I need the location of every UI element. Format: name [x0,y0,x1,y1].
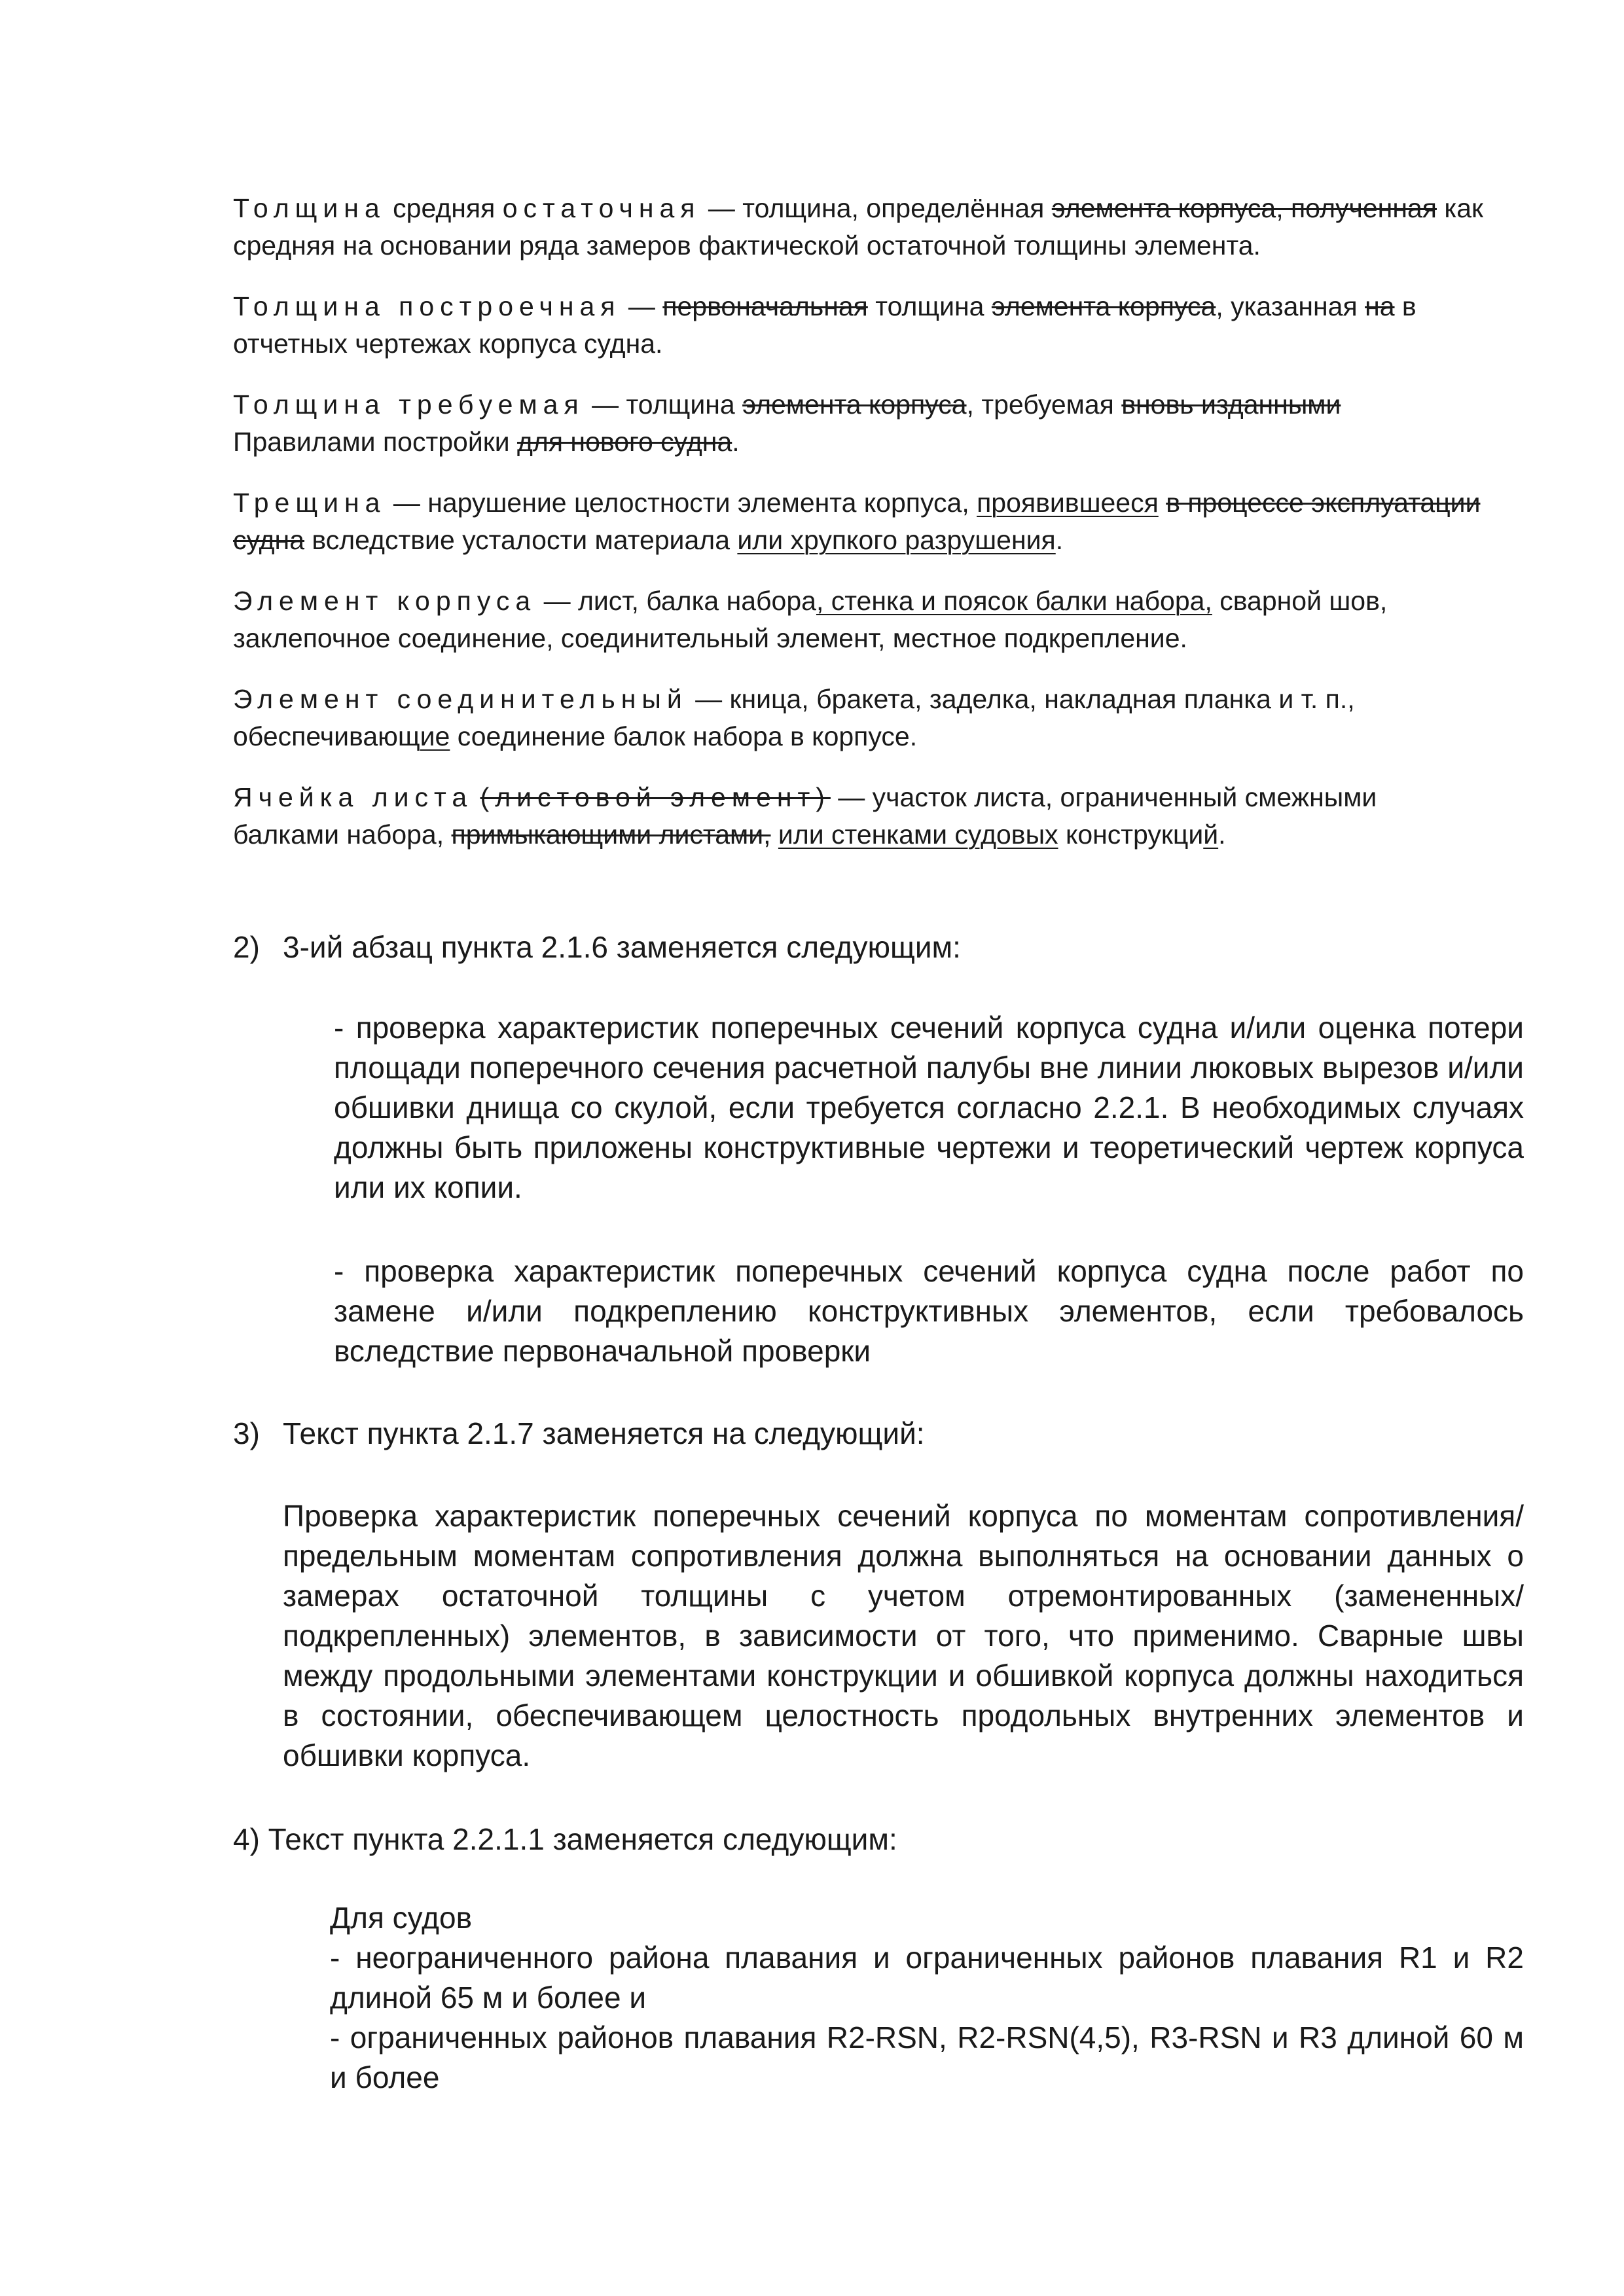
item2-heading [233,927,961,967]
definition-term-word: средняя [393,193,496,223]
text-segment: сварной шов, заклепочное соединение, соединительный элемент, местное подкрепление. [233,586,1388,653]
item2-paragraph-2 [334,1251,1524,1371]
definition-text [233,488,1480,555]
text-segment [473,782,480,812]
deleted-text: элемента корпуса [991,291,1216,321]
text-segment: — кница, бракета, заделка, накладная планка и т. п., обеспечивающ [233,684,1355,751]
deleted-text: элемента корпуса [742,389,967,420]
definition-item [233,779,1490,853]
item3-number: 3) [233,1416,260,1450]
text-segment: — [621,291,663,321]
definition-item [233,288,1490,363]
definition-item [233,484,1490,559]
deleted-text: элемента корпуса, полученная [1051,193,1437,223]
definition-item [233,190,1490,264]
text-segment: как средняя на основании ряда замеров фактической остаточной толщины элемента. [233,193,1483,260]
item3-heading-text: Текст пункта 2.1.7 заменяется на следующий: [283,1416,925,1450]
inserted-text: , стенка и поясок балки набора, [816,586,1212,616]
text-segment: — участок листа, ограниченный смежными балками набора, [233,782,1377,850]
text-segment: , указанная [1216,291,1365,321]
item4-heading [233,1820,897,1859]
text-segment: . [732,427,740,457]
item2-paragraph-1 [334,1008,1524,1208]
item4-bullet-1: - неограниченного района плавания и ограниченных районов плавания R1 и R2 длиной 65 м и более и [330,1941,1524,2015]
item4-heading-text: 4) Текст пункта 2.2.1.1 заменяется следующим: [233,1822,897,1856]
definition-item [233,583,1490,657]
definition-term-rest: остаточная [502,193,701,223]
text-segment: — нарушение целостности элемента корпуса, [386,488,977,518]
definition-term: Толщина [233,193,386,223]
deleted-text: вновь изданными [1121,389,1341,420]
definitions-list [233,190,1490,877]
definition-term: Трещина [233,488,386,518]
text-segment: , требуемая [966,389,1122,420]
text-segment: соединение балок набора в корпусе. [450,721,918,751]
text-segment: Правилами постройки [233,427,517,457]
deleted-text: первоначальная [662,291,868,321]
text-segment: — толщина [584,389,743,420]
text-segment: . [1055,525,1064,555]
text-segment: . [1218,819,1226,850]
text-segment: — толщина, определённая [700,193,1052,223]
text-segment: вследствие усталости материала [304,525,738,555]
text-segment [771,819,778,850]
text-segment: толщина [867,291,992,321]
definition-term: Элемент соединительный [233,684,688,714]
item2-paragraph-1-text: - проверка характеристик поперечных сечений корпуса судна и/или оценка потери площади поперечного сечения расчетной палубы вне линии люковых вырезов и/или обшивки днища со скулой, если требуется согласно 2.2.1. В необходимых случаях должны быть приложены конструктивные чертежи и теоретический чертеж корпуса или их копии. [334,1011,1524,1204]
text-segment [1159,488,1166,518]
definition-item [233,681,1490,755]
item2-heading-text: 3-ий абзац пункта 2.1.6 заменяется следующим: [283,930,961,964]
item4-body [330,1898,1524,2098]
text-segment: в отчетных чертежах корпуса судна. [233,291,1416,359]
deleted-text: примыкающими листами, [451,819,771,850]
item3-paragraph-text: Проверка характеристик поперечных сечений корпуса по моментам сопротивления/предельным моментам сопротивления должна выполняться на основании данных о замерах остаточной толщины с учетом отремонтированных (замененных/подкрепленных) элементов, в зависимости от того, что применимо. Сварные швы между продольными элементами конструкции и обшивкой корпуса должны находиться в состоянии, обеспечивающем целостность продольных внутренних элементов и обшивки корпуса. [283,1499,1524,1772]
item3-heading [233,1414,925,1454]
inserted-text: й [1203,819,1219,850]
definition-term: Элемент корпуса [233,586,537,616]
text-segment: — лист, балка набора [536,586,816,616]
deleted-text: в процессе эксплуатации судна [233,488,1481,555]
definition-term: Толщина требуемая [233,389,585,420]
inserted-text: или хрупкого разрушения [737,525,1056,555]
deleted-text: (листовой элемент) [480,782,831,812]
definition-term: Толщина построечная [233,291,621,321]
text-segment: конструкци [1058,819,1204,850]
inserted-text: проявившееся [977,488,1159,518]
deleted-text: на [1365,291,1395,321]
definition-term: Ячейка листа [233,782,473,812]
inserted-text: или стенками судовых [778,819,1058,850]
item4-line: Для судов [330,1901,473,1935]
item2-paragraph-2-text: - проверка характеристик поперечных сечений корпуса судна после работ по замене и/или подкреплению конструктивных элементов, если требовалось вследствие первоначальной проверки [334,1254,1524,1368]
item3-paragraph [283,1496,1524,1776]
deleted-text: для нового судна [516,427,732,457]
item4-bullet-2: - ограниченных районов плавания R2-RSN, R2-RSN(4,5), R3-RSN и R3 длиной 60 м и более [330,2020,1524,2094]
inserted-text: ие [420,721,450,751]
definition-item [233,386,1490,461]
item2-number: 2) [233,930,260,964]
